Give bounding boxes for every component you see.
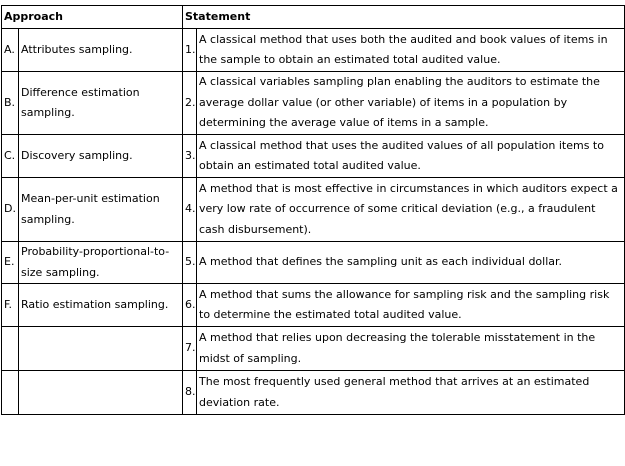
statement-text: A method that sums the allowance for sampling risk and the sampling risk to determine the estimated total audited value. <box>197 284 625 327</box>
table-row <box>2 327 625 371</box>
statement-text: The most frequently used general method that arrives at an estimated deviation rate. <box>197 371 625 415</box>
statement-text: A method that relies upon decreasing the tolerable misstatement in the midst of sampling. <box>197 327 625 371</box>
statement-number: 4. <box>183 178 197 242</box>
statement-number: 5. <box>183 242 197 284</box>
approach-letter-empty <box>2 327 19 371</box>
table-row <box>2 242 625 284</box>
approach-text: Discovery sampling. <box>19 135 183 178</box>
statement-text: A method that defines the sampling unit as each individual dollar. <box>197 242 625 284</box>
table-row <box>2 135 625 178</box>
approach-text: Attributes sampling. <box>19 29 183 72</box>
approach-letter: C. <box>2 135 19 178</box>
approach-text-empty <box>19 327 183 371</box>
approach-text: Difference estimation sampling. <box>19 72 183 135</box>
approach-text: Mean-per-unit estimation sampling. <box>19 178 183 242</box>
approach-letter: A. <box>2 29 19 72</box>
approach-letter: B. <box>2 72 19 135</box>
statement-text: A classical variables sampling plan enabling the auditors to estimate the average dollar value (or other variable) of items in a population by determining the average value of items in a sample. <box>197 72 625 135</box>
header-row <box>2 6 625 29</box>
statement-number: 7. <box>183 327 197 371</box>
approach-text: Ratio estimation sampling. <box>19 284 183 327</box>
statement-header: Statement <box>183 6 625 29</box>
statement-number: 3. <box>183 135 197 178</box>
approach-text: Probability-proportional-to-size sampling. <box>19 242 183 284</box>
statement-text: A method that is most effective in circumstances in which auditors expect a very low rate of occurrence of some critical deviation (e.g., a fraudulent cash disbursement). <box>197 178 625 242</box>
approach-text-empty <box>19 371 183 415</box>
statement-number: 6. <box>183 284 197 327</box>
approach-letter: E. <box>2 242 19 284</box>
approach-letter: D. <box>2 178 19 242</box>
approach-header: Approach <box>2 6 183 29</box>
statement-number: 2. <box>183 72 197 135</box>
table-row <box>2 284 625 327</box>
table-row <box>2 371 625 415</box>
table-row <box>2 178 625 242</box>
approach-letter-empty <box>2 371 19 415</box>
statement-number: 8. <box>183 371 197 415</box>
statement-text: A classical method that uses the audited values of all population items to obtain an estimated total audited value. <box>197 135 625 178</box>
matching-table <box>1 5 625 415</box>
statement-text: A classical method that uses both the audited and book values of items in the sample to obtain an estimated total audited value. <box>197 29 625 72</box>
approach-letter: F. <box>2 284 19 327</box>
statement-number: 1. <box>183 29 197 72</box>
table-row <box>2 72 625 135</box>
table-row <box>2 29 625 72</box>
